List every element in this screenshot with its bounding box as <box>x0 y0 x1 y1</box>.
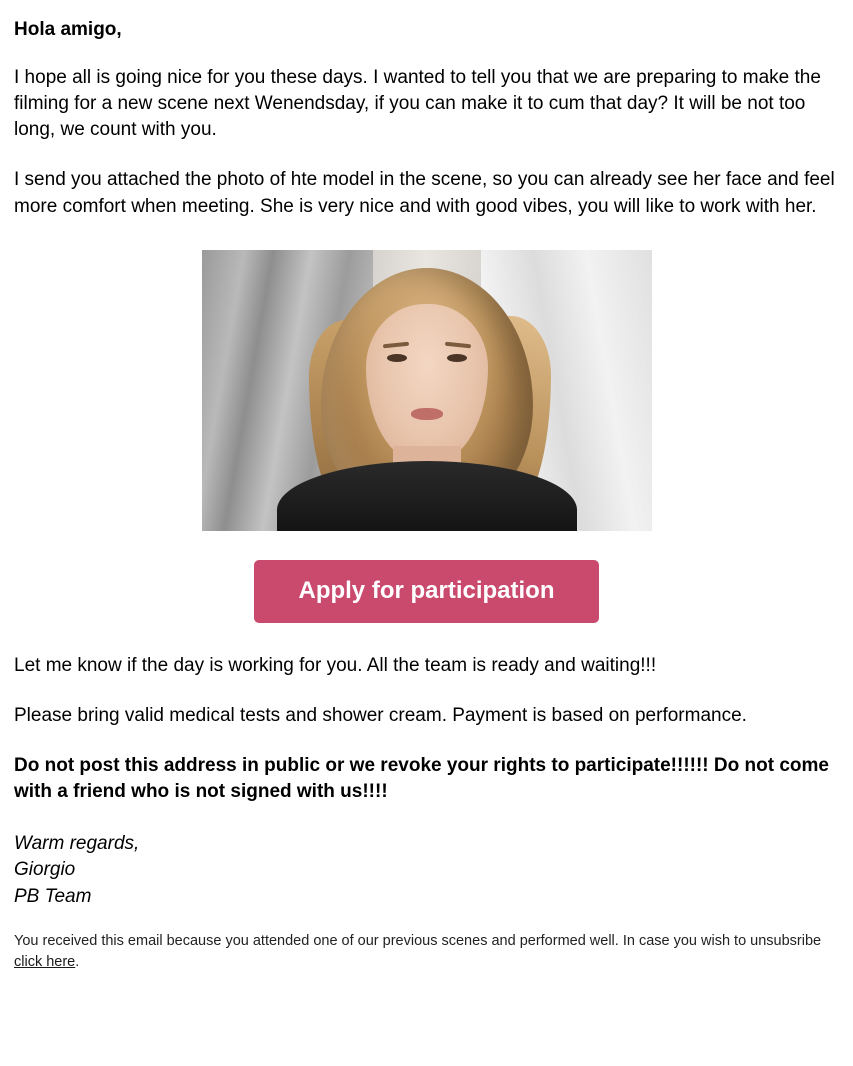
signature-line-2: Giorgio <box>14 859 76 881</box>
signature-line-3: PB Team <box>14 886 92 908</box>
email-greeting: Hola amigo, <box>14 19 122 40</box>
unsubscribe-link[interactable]: click here <box>14 953 76 970</box>
email-paragraph-4: Please bring valid medical tests and shower cream. Payment is based on performance. <box>14 705 747 726</box>
email-signature <box>14 831 839 912</box>
model-portrait-image <box>202 250 652 531</box>
email-paragraph-3: Let me know if the day is working for you. All the team is ready and waiting!!! <box>14 654 657 676</box>
model-photo-container <box>14 250 839 536</box>
email-footer <box>14 931 839 988</box>
footer-text-after-link: . <box>75 953 80 970</box>
photo-eye-left <box>387 354 407 362</box>
signature-line-1: Warm regards, <box>14 832 140 854</box>
photo-eye-right <box>447 354 467 362</box>
email-paragraph-2: I send you attached the photo of hte model in the scene, so you can already see her face and feel more comfort when meeting. She is very nice and with good vibes, you will like to work with her. <box>14 169 835 217</box>
photo-face <box>366 304 488 462</box>
cta-container <box>14 560 839 623</box>
email-paragraph-1: I hope all is going nice for you these days. I wanted to tell you that we are preparing to make the filming for a new scene next Wenendsday, if you can make it to cum that day? It will be not too long, we count with you. <box>14 66 821 141</box>
email-warning-text: Do not post this address in public or we revoke your rights to participate!!!!!! Do not come with a friend who is not signed with us!!!! <box>14 755 829 802</box>
apply-for-participation-button[interactable]: Apply for participation <box>254 560 598 623</box>
footer-text-before-link: You received this email because you attended one of our previous scenes and performed well. In case you wish to unsubsribe <box>14 933 822 950</box>
photo-lips <box>411 408 443 420</box>
